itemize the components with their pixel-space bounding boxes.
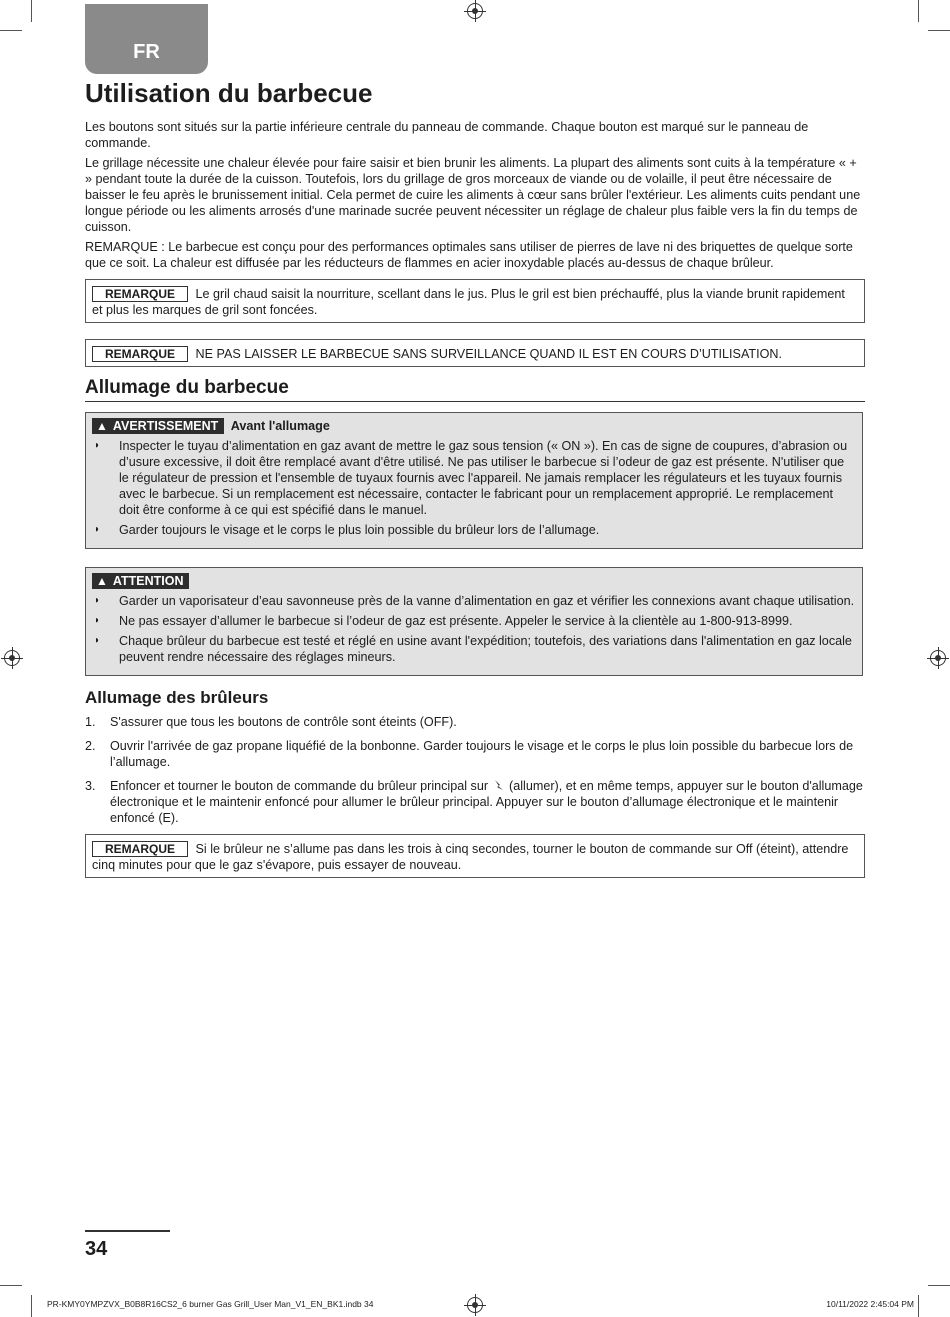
page-title: Utilisation du barbecue	[85, 78, 373, 108]
crop-mark	[31, 0, 32, 22]
list-item-text: Garder toujours le visage et le corps le plus loin possible du brûleur lors de l’allumage.	[119, 523, 600, 537]
warning-box	[85, 412, 863, 549]
caution-list	[92, 593, 856, 665]
caution-box	[85, 567, 863, 676]
note-box	[85, 279, 865, 323]
step-item	[85, 778, 865, 826]
step-number: 2.	[85, 739, 96, 753]
step-text: Ouvrir l'arrivée de gaz propane liquéfié de la bonbonne. Garder toujours le visage et le corps le plus loin possible du barbecue lors de l’allumage.	[110, 739, 854, 769]
step-text: (allumer), et en même temps, appuyer sur le bouton d'allumage électronique et le maintenir enfoncé pour allumer le brûleur principal. Appuyer sur le bouton d’allumage électronique et le maintenir enfoncé (E).	[110, 779, 863, 825]
bullet-arrow-icon: ◗	[94, 524, 101, 535]
crop-mark	[31, 1295, 32, 1317]
crop-mark	[928, 1285, 950, 1286]
intro-paragraph: Le grillage nécessite une chaleur élevée pour faire saisir et bien brunir les aliments. La plupart des aliments sont cuits à la température « + » pendant toute la durée de la cuisson. Toutefois, lors du grillage de gros morceaux de viande ou de volaille, il peut être nécessaire de baisser le feu après le brunissement initial. Cela permet de cuire les aliments à cœur sans brûler l'extérieur. Les aliments cuits pendant une longue période ou les aliments arrosés d'une marinade sucrée peuvent nécessiter un réglage de chaleur plus faible vers la fin du temps de cuisson.	[85, 156, 861, 234]
warning-tag	[92, 418, 224, 434]
list-item-text: Chaque brûleur du barbecue est testé et réglé en usine avant l'expédition; toutefois, des variations dans l'alimentation en gaz locale peuvent rendre nécessaire des réglages mineurs.	[119, 634, 852, 664]
crop-mark	[0, 1285, 22, 1286]
warning-triangle-icon: ▲	[96, 574, 108, 588]
note-text: Le gril chaud saisit la nourriture, scellant dans le jus. Plus le gril est bien préchauffé, plus la viande brunit rapidement et plus les marques de gril sont foncées.	[92, 287, 845, 317]
list-item	[92, 438, 856, 518]
bullet-arrow-icon: ◗	[94, 595, 101, 606]
crop-mark	[0, 30, 22, 31]
list-item-text: Inspecter le tuyau d’alimentation en gaz avant de mettre le gaz sous tension (« ON »). En cas de signe de coupures, d’abrasion ou d’usure excessive, il doit être remplacé avant d'être utilisé. Ne pas utiliser le barbecue si l’odeur de gaz est présente. N'utiliser que le régulateur de pression et l'ensemble de tuyaux fournis avec l'appareil. Ne jamais remplacer les régulateurs et les tuyaux fournis avec le barbecue. Si un remplacement est nécessaire, contacter le fabricant pour un remplacement approprié. Le remplacement doit être conforme à ce qui est spécifié dans le manuel.	[119, 439, 848, 517]
bullet-arrow-icon: ◗	[94, 635, 101, 646]
language-tab	[85, 4, 208, 74]
list-item	[92, 593, 856, 609]
step-number: 1.	[85, 715, 96, 729]
note-tag: REMARQUE	[92, 286, 188, 302]
warning-list	[92, 438, 856, 538]
section-title: Allumage du barbecue	[85, 377, 865, 402]
page-number: 34	[85, 1238, 108, 1260]
caution-tag-label: ATTENTION	[112, 574, 184, 588]
note-tag: REMARQUE	[92, 346, 188, 362]
registration-mark-icon	[930, 650, 946, 666]
page-number-rule	[85, 1230, 170, 1232]
intro-paragraph: REMARQUE : Le barbecue est conçu pour des performances optimales sans utiliser de pierres de lave ni des briquettes de quelque sorte que ce soit. La chaleur est diffusée par les réducteurs de flammes en acier inoxydable placés au-dessus de chaque brûleur.	[85, 240, 853, 270]
step-item	[85, 738, 865, 770]
intro-paragraph: Les boutons sont situés sur la partie inférieure centrale du panneau de commande. Chaque bouton est marqué sur le panneau de commande.	[85, 120, 809, 150]
list-item	[92, 633, 856, 665]
language-label: FR	[133, 41, 160, 63]
crop-mark	[918, 0, 919, 22]
note-box	[85, 339, 865, 367]
subsection-title: Allumage des brûleurs	[85, 688, 269, 707]
page-content	[85, 78, 865, 878]
list-item-text: Garder un vaporisateur d’eau savonneuse près de la vanne d’alimentation en gaz et vérifier les connexions avant chaque utilisation.	[119, 594, 855, 608]
registration-mark-icon	[4, 650, 20, 666]
warning-tag-label: AVERTISSEMENT	[112, 419, 219, 433]
ignite-symbol-icon	[494, 779, 504, 791]
steps-list	[85, 714, 865, 826]
bullet-arrow-icon: ◗	[94, 615, 101, 626]
list-item-text: Ne pas essayer d’allumer le barbecue si l’odeur de gaz est présente. Appeler le service à la clientèle au 1-800-913-8999.	[119, 614, 793, 628]
step-item	[85, 714, 865, 730]
caution-tag	[92, 573, 189, 589]
note-tag: REMARQUE	[92, 841, 188, 857]
step-text: S'assurer que tous les boutons de contrôle sont éteints (OFF).	[110, 715, 457, 729]
registration-mark-icon	[467, 1297, 483, 1313]
step-number: 3.	[85, 779, 96, 793]
warning-title: Avant l'allumage	[230, 419, 330, 433]
crop-mark	[928, 30, 950, 31]
step-text: Enfoncer et tourner le bouton de commande du brûleur principal sur	[110, 779, 489, 793]
bullet-arrow-icon: ◗	[94, 440, 101, 451]
note-text: NE PAS LAISSER LE BARBECUE SANS SURVEILLANCE QUAND IL EST EN COURS D’UTILISATION.	[195, 347, 782, 361]
list-item	[92, 522, 856, 538]
crop-mark	[918, 1295, 919, 1317]
list-item	[92, 613, 856, 629]
note-box	[85, 834, 865, 878]
note-text: Si le brûleur ne s’allume pas dans les trois à cinq secondes, tourner le bouton de commande sur Off (éteint), attendre cinq minutes pour que le gaz s'évapore, puis essayer de nouveau.	[92, 842, 849, 872]
warning-triangle-icon: ▲	[96, 419, 108, 433]
footer-datetime: 10/11/2022 2:45:04 PM	[826, 1299, 914, 1309]
registration-mark-icon	[467, 3, 483, 19]
footer-file: PR-KMY0YMPZVX_B0B8R16CS2_6 burner Gas Grill_User Man_V1_EN_BK1.indb 34	[47, 1299, 374, 1309]
